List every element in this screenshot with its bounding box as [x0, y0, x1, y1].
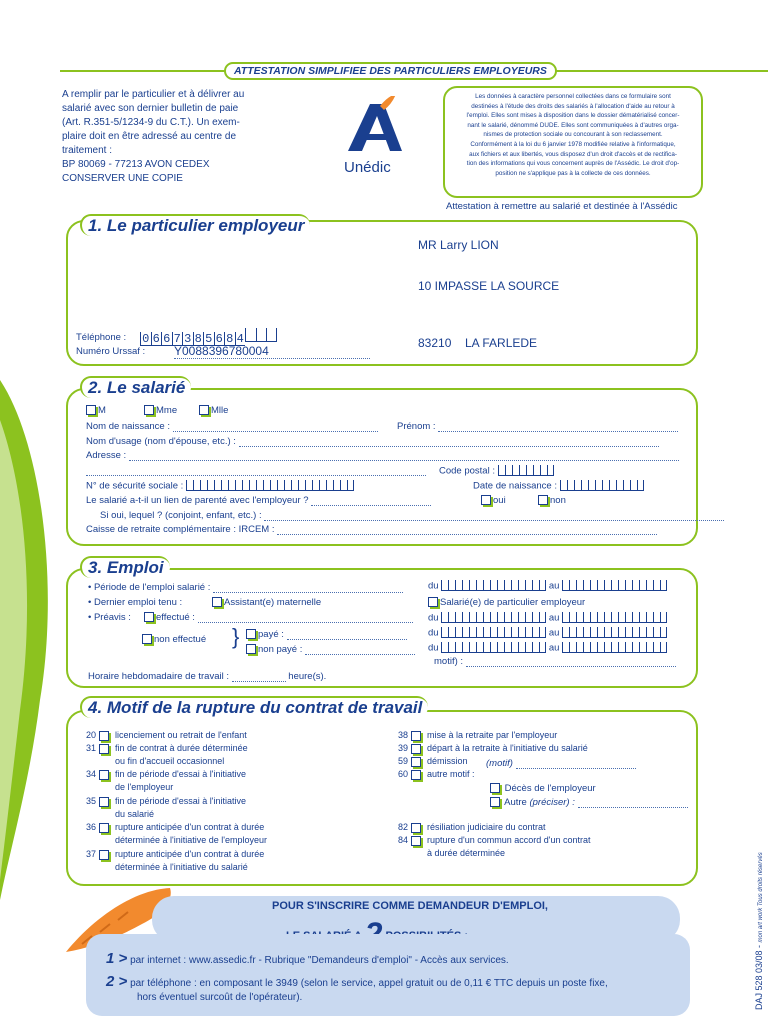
- reason-text: fin de contrat à durée déterminée: [115, 743, 248, 753]
- kinship-no[interactable]: non: [538, 495, 566, 506]
- reason-37[interactable]: [80, 848, 264, 873]
- phone-field[interactable]: [140, 328, 277, 346]
- opt1-num: 1 >: [106, 950, 128, 967]
- privacy-line: l'emploi. Elles sont mises à disposition dans le dossier dématérialisé concer-: [466, 112, 680, 120]
- reason-code: 38: [397, 730, 408, 740]
- reason-text: fin de période d'essai à l'initiative: [115, 769, 247, 779]
- privacy-line: tion des informations qui vous concernent auprès de l'Assédic. Le droit d'op-: [466, 160, 680, 168]
- reason-code: 34: [85, 769, 96, 779]
- first-name-field[interactable]: [438, 422, 678, 432]
- reason-code: 82: [397, 822, 408, 832]
- phone-digit: 4: [235, 332, 246, 346]
- reason-checkbox[interactable]: [99, 770, 109, 780]
- phone-digit: 6: [161, 332, 172, 346]
- opt1-text: par internet : www.assedic.fr - Rubrique "Demandeurs d'emploi" - Accès aux services.: [130, 955, 509, 966]
- privacy-line: position ne s'applique pas à la collecte de ces données.: [495, 169, 651, 177]
- notice-to-3[interactable]: [562, 642, 667, 654]
- reason-20[interactable]: [80, 729, 247, 742]
- last-job-label: Dernier emploi tenu :: [93, 597, 183, 608]
- reason-deces[interactable]: Décès de l'employeur: [490, 783, 596, 794]
- hours-unit: heure(s).: [288, 671, 327, 682]
- reason-checkbox[interactable]: [99, 797, 109, 807]
- period-du: du: [428, 580, 439, 592]
- notice-to-1[interactable]: [562, 612, 667, 624]
- reason-checkbox[interactable]: [411, 757, 421, 767]
- phone-label: Téléphone :: [76, 332, 127, 343]
- reason-text: déterminée à l'initiative de l'employeur: [115, 834, 268, 845]
- reason-text: rupture anticipée d'un contrat à durée: [115, 822, 265, 832]
- section-job-title: 3. Emploi: [80, 556, 170, 578]
- page-title: ATTESTATION SIMPLIFIEE DES PARTICULIERS EMPLOYEURS: [224, 62, 557, 80]
- opt2-text: par téléphone : en composant le 3949 (selon le service, appel gratuit ou de 0,11 € TTC depuis un poste fixe,: [130, 978, 608, 989]
- reason-82[interactable]: [392, 821, 546, 834]
- reason-36[interactable]: [80, 821, 267, 846]
- phone-digit: 6: [214, 332, 225, 346]
- reason-34[interactable]: [80, 768, 246, 793]
- reason-text: rupture d'un commun accord d'un contrat: [427, 835, 591, 845]
- side-code: DAJ 528 03/08 - mon art work Tous droits réservés: [754, 852, 764, 1010]
- birthdate-field[interactable]: [560, 480, 644, 492]
- reason-code: 31: [85, 743, 96, 753]
- notice-from-3[interactable]: [441, 642, 546, 654]
- civ-m[interactable]: M: [86, 405, 106, 416]
- instruction-line: salarié avec son dernier bulletin de paie: [62, 103, 239, 114]
- ssn-field[interactable]: [186, 480, 354, 492]
- period-label: Période de l'emploi salarié :: [93, 582, 211, 593]
- reason-checkbox[interactable]: [411, 731, 421, 741]
- section-termination-title: 4. Motif de la rupture du contrat de travail: [80, 696, 428, 718]
- notice-unpaid[interactable]: non payé :: [246, 644, 415, 655]
- hours-field[interactable]: [232, 672, 286, 682]
- privacy-line: destinées à l'étude des droits des salariés à l'allocation d'aide au retour à: [471, 102, 675, 110]
- postcode-label: Code postal :: [439, 465, 495, 477]
- ssn-label: N° de sécurité sociale :: [86, 480, 184, 492]
- notice-from-2[interactable]: [441, 627, 546, 639]
- urssaf-label: Numéro Urssaf :: [76, 346, 146, 357]
- instructions: [62, 88, 277, 186]
- hours-label: Horaire hebdomadaire de travail :: [88, 671, 229, 682]
- phone-digit: 5: [203, 332, 214, 346]
- instruction-line: BP 80069 - 77213 AVON CEDEX: [62, 159, 210, 170]
- job-assistant[interactable]: Assistant(e) maternelle: [212, 597, 321, 608]
- address-label: Adresse :: [86, 450, 127, 461]
- notice-not-done[interactable]: non effectué: [142, 634, 206, 645]
- address-field-2[interactable]: [86, 466, 426, 476]
- employer-city: LA FARLEDE: [465, 336, 538, 350]
- logo-text: Unédic: [344, 159, 391, 176]
- reason-59[interactable]: [392, 755, 468, 768]
- reason-text: rupture anticipée d'un contrat à durée: [115, 849, 265, 859]
- period-to[interactable]: [562, 580, 667, 592]
- reason-text: licenciement ou retrait de l'enfant: [115, 730, 247, 740]
- kinship-label: Le salarié a-t-il un lien de parenté avec l'employeur ?: [86, 495, 309, 506]
- motif-hint: (motif): [486, 758, 513, 769]
- reason-text: résiliation judiciaire du contrat: [427, 822, 546, 832]
- reason-text: départ à la retraite à l'initiative du salarié: [427, 743, 588, 753]
- phone-digit: 3: [182, 332, 193, 346]
- period-from[interactable]: [441, 580, 546, 592]
- postcode-field[interactable]: [498, 465, 554, 477]
- resignation-motif-field[interactable]: [516, 759, 636, 769]
- notice-paid[interactable]: payé :: [246, 629, 407, 640]
- civ-mme[interactable]: Mme: [144, 405, 177, 416]
- reason-31[interactable]: [80, 742, 248, 767]
- reason-checkbox[interactable]: [99, 731, 109, 741]
- job-employee[interactable]: Salarié(e) de particulier employeur: [428, 597, 585, 608]
- reason-text: du salarié: [115, 808, 155, 819]
- reason-text: fin de période d'essai à l'initiative: [115, 796, 247, 806]
- notice-to-2[interactable]: [562, 627, 667, 639]
- privacy-line: nismes de protection sociale ou concourant à son reclassement.: [483, 131, 663, 139]
- remit-note: Attestation à remettre au salarié et destinée à l'Assédic: [446, 201, 678, 212]
- period-au: au: [548, 580, 560, 592]
- opt2-text-2: hors éventuel surcoût de l'opérateur).: [137, 992, 303, 1003]
- phone-digit: 8: [193, 332, 204, 346]
- kinship-which-field[interactable]: [264, 511, 724, 521]
- reason-checkbox[interactable]: [99, 823, 109, 833]
- reason-text: ou fin d'accueil occasionnel: [115, 755, 225, 766]
- reason-38[interactable]: [392, 729, 557, 742]
- reason-text: autre motif :: [427, 769, 475, 779]
- reason-checkbox[interactable]: [99, 850, 109, 860]
- reason-text: mise à la retraite par l'employeur: [427, 730, 558, 740]
- opt2-num: 2 >: [106, 973, 128, 990]
- reason-checkbox[interactable]: [411, 836, 421, 846]
- reason-code: 60: [397, 769, 408, 779]
- privacy-notice: [443, 86, 703, 198]
- address-field[interactable]: [129, 451, 679, 461]
- kinship-field: [311, 496, 431, 506]
- pension-label: Caisse de retraite complémentaire : IRCEM :: [86, 524, 275, 535]
- reason-text: démission: [427, 756, 468, 766]
- footer-line1: POUR S'INSCRIRE COMME DEMANDEUR D'EMPLOI,: [272, 900, 548, 912]
- reason-checkbox[interactable]: [99, 744, 109, 754]
- instruction-line: A remplir par le particulier et à délivrer au: [62, 89, 245, 100]
- first-name-label: Prénom :: [397, 421, 436, 432]
- reason-code: 35: [85, 796, 96, 806]
- reason-text: de l'employeur: [115, 781, 174, 792]
- birthdate-label: Date de naissance :: [473, 480, 557, 492]
- reason-text: déterminée à l'initiative du salarié: [115, 861, 248, 872]
- usage-name-field[interactable]: [239, 437, 659, 447]
- employer-name: MR Larry LION: [418, 238, 499, 252]
- notice-done[interactable]: effectué :: [144, 612, 413, 623]
- instruction-line: (Art. R.351-5/1234-9 du C.T.). Un exem-: [62, 117, 240, 128]
- notice-from-1[interactable]: [441, 612, 546, 624]
- reason-checkbox[interactable]: [411, 744, 421, 754]
- reason-code: 39: [397, 743, 408, 753]
- reason-code: 37: [85, 849, 96, 859]
- instruction-line: CONSERVER UNE COPIE: [62, 173, 183, 184]
- brace: }: [232, 624, 240, 649]
- section-employee-title: 2. Le salarié: [80, 376, 191, 398]
- reason-39[interactable]: [392, 742, 588, 755]
- reason-autre[interactable]: Autre (préciser) :: [490, 797, 688, 808]
- unedic-logo: [340, 96, 410, 176]
- kinship-which-label: Si oui, lequel ? (conjoint, enfant, etc.) :: [100, 510, 262, 521]
- instruction-line: traitement :: [62, 145, 113, 156]
- reason-code: 84: [397, 835, 408, 845]
- reason-checkbox[interactable]: [411, 770, 421, 780]
- urssaf-field[interactable]: [174, 344, 370, 359]
- privacy-line: Les données à caractère personnel collectées dans ce formulaire sont: [475, 93, 671, 100]
- reason-35[interactable]: [80, 795, 246, 820]
- employer-postcode: 83210: [418, 336, 452, 350]
- section-employer-title: 1. Le particulier employeur: [80, 214, 310, 236]
- reason-code: 36: [85, 822, 96, 832]
- notice-motif-field[interactable]: [466, 657, 676, 667]
- leaf-decoration: [0, 380, 60, 900]
- usage-name-label: Nom d'usage (nom d'épouse, etc.) :: [86, 436, 236, 447]
- period-field[interactable]: [213, 583, 403, 593]
- birth-name-label: Nom de naissance :: [86, 421, 170, 432]
- reason-code: 59: [397, 756, 408, 766]
- phone-digit: 8: [224, 332, 235, 346]
- reason-84[interactable]: [392, 834, 591, 859]
- privacy-line: nant le salarié, dénommé DUDE. Elles sont communiquées à d'autres orga-: [467, 121, 679, 129]
- reason-code: 20: [85, 730, 96, 740]
- reason-checkbox[interactable]: [411, 823, 421, 833]
- phone-digit: 0: [140, 332, 151, 346]
- reason-text: à durée déterminée: [427, 847, 506, 858]
- employer-address: 10 IMPASSE LA SOURCE: [418, 279, 560, 293]
- privacy-line: aux fichiers et aux libertés, vous disposez d'un droit d'accès et de rectifica-: [469, 150, 677, 158]
- kinship-yes[interactable]: oui: [481, 495, 506, 506]
- instruction-line: plaire doit en être adressé au centre de: [62, 131, 236, 142]
- phone-digit: 6: [151, 332, 162, 346]
- civ-mlle[interactable]: Mlle: [199, 405, 228, 416]
- pension-field[interactable]: [277, 525, 657, 535]
- birth-name-field[interactable]: [173, 422, 378, 432]
- privacy-line: Conformément à la loi du 6 janvier 1978 modifiée relative à l'informatique,: [470, 140, 676, 148]
- notice-label: Préavis :: [93, 612, 131, 623]
- reason-60[interactable]: [392, 768, 475, 781]
- urssaf-value: Y0088396780004: [174, 344, 269, 358]
- phone-digit: 7: [172, 332, 183, 346]
- notice-motif-label: motif) :: [434, 656, 464, 667]
